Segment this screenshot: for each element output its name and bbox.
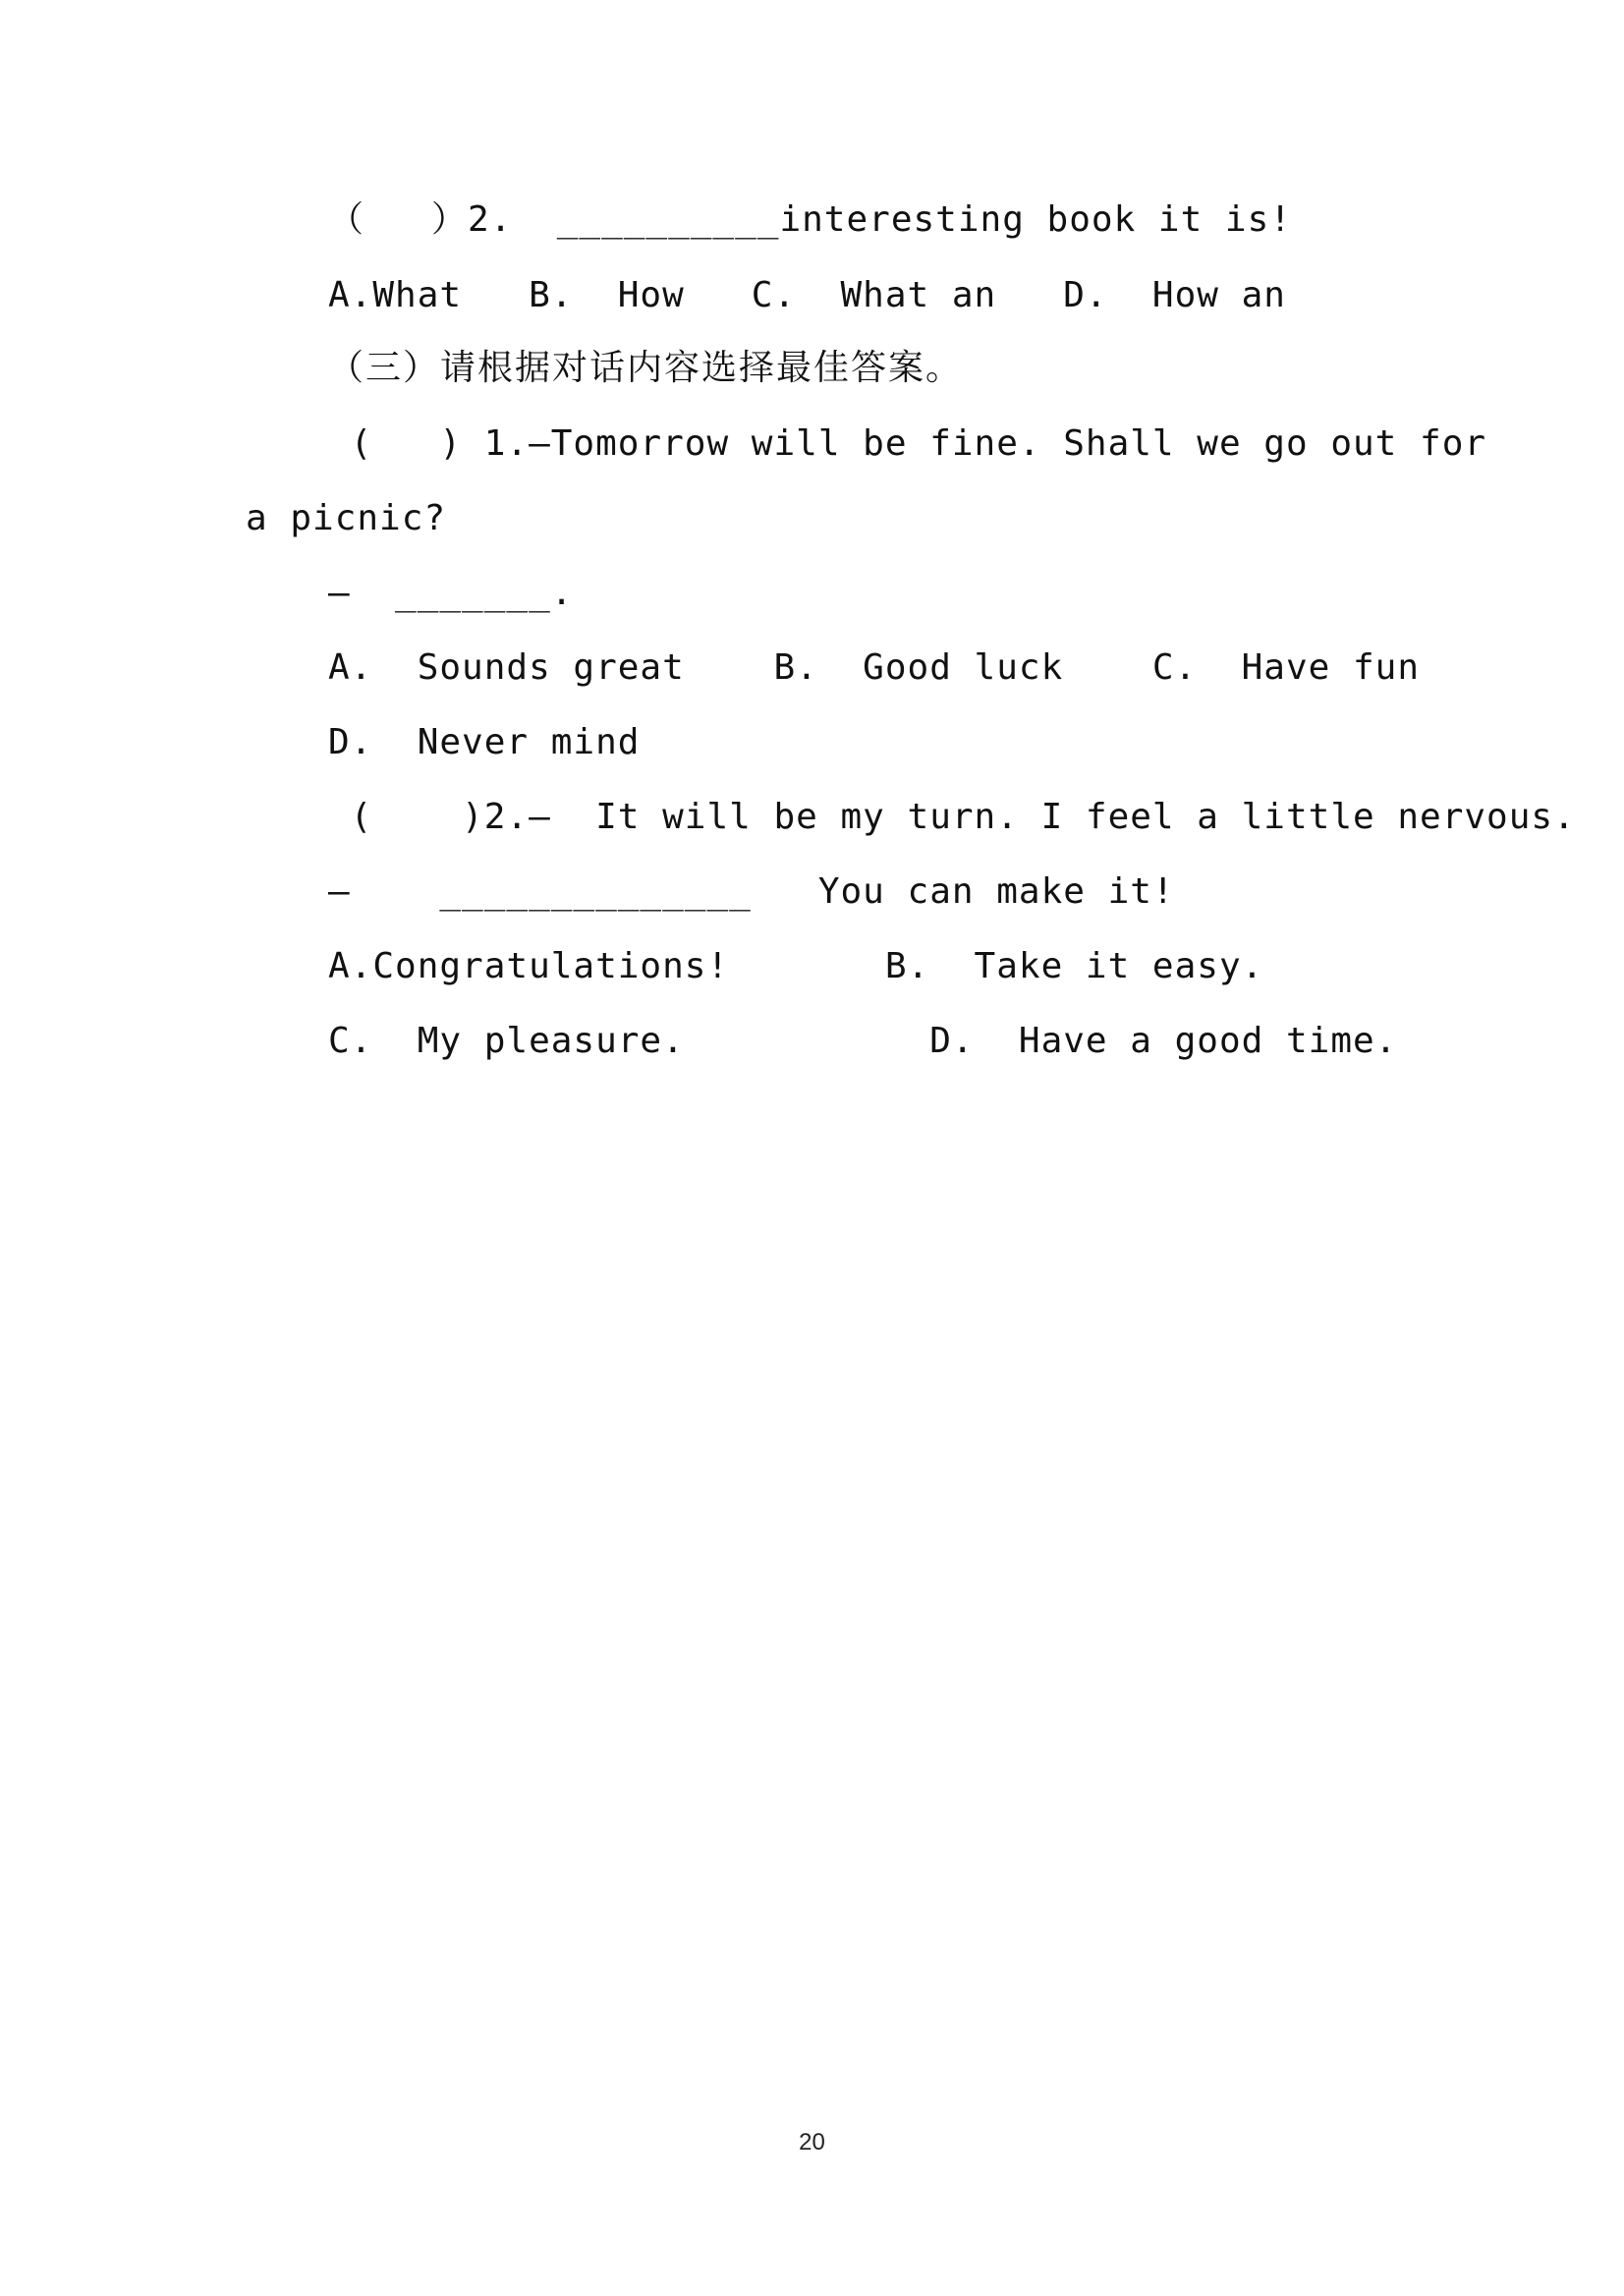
dialogue-question-2-options-row-1: A.Congratulations! B. Take it easy. (328, 946, 1264, 986)
question-2-stem: （ ）2. __________interesting book it is! (328, 199, 1292, 240)
dialogue-question-1-response-blank: — _______. (328, 573, 574, 613)
dialogue-question-1-stem-continued: a picnic? (246, 498, 447, 538)
dialogue-question-1-stem: ( ) 1.—Tomorrow will be fine. Shall we go out for (328, 423, 1487, 464)
dialogue-question-1-options-row-1: A. Sounds great B. Good luck C. Have fun (328, 647, 1421, 688)
question-2-options: A.What B. How C. What an D. How an (328, 275, 1286, 315)
dialogue-question-2-stem: ( )2.— It will be my turn. I feel a little nervous. (328, 797, 1576, 837)
dialogue-question-2-response-blank: — ______________ You can make it! (328, 871, 1175, 912)
dialogue-question-2-options-row-2: C. My pleasure. D. Have a good time. (328, 1021, 1398, 1061)
page-number: 20 (799, 2129, 825, 2156)
dialogue-question-1-options-row-2: D. Never mind (328, 722, 641, 762)
section-3-heading: （三）请根据对话内容选择最佳答案。 (328, 348, 964, 388)
